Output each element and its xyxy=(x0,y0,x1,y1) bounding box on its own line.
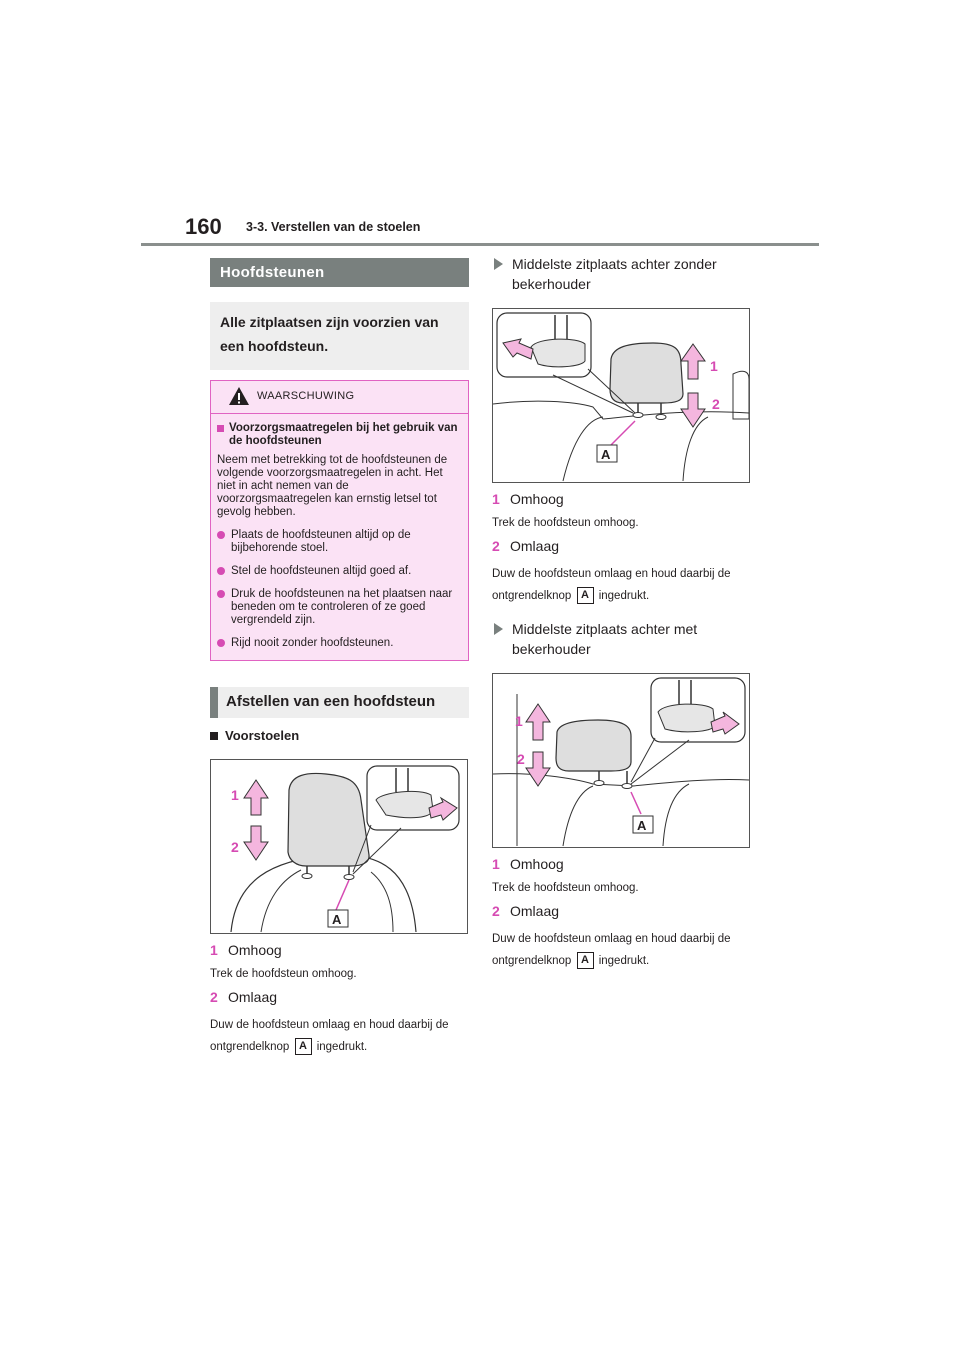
warning-header xyxy=(211,381,468,414)
step-desc-text: Duw de hoofdsteun omlaag en houd daarbij de ontgrendelknop xyxy=(492,933,731,967)
rear-holder-figure xyxy=(492,673,750,848)
rear-no-holder-heading xyxy=(492,254,750,294)
step-title: Omlaag xyxy=(510,903,560,919)
bullet-dot-icon xyxy=(217,567,225,575)
warning-bullet xyxy=(217,565,460,578)
step-number: 2 xyxy=(210,989,218,1005)
rear-holder-heading xyxy=(492,619,750,659)
step-title: Omhoog xyxy=(510,856,564,872)
bullet-text: Stel de hoofdsteunen altijd goed af. xyxy=(231,565,412,577)
label-release-button: A xyxy=(637,818,647,833)
step-number: 2 xyxy=(492,903,500,919)
release-button-key: A xyxy=(577,952,594,969)
front-seats-heading xyxy=(210,728,469,743)
bullet-text: Rijd nooit zonder hoofdsteunen. xyxy=(231,637,394,649)
front-step-2-desc xyxy=(210,1014,469,1058)
rear-holder-step-2-desc xyxy=(492,928,750,972)
warning-box xyxy=(210,380,469,661)
triangle-bullet-icon xyxy=(494,258,503,270)
square-bullet-icon xyxy=(210,732,218,740)
step-number: 1 xyxy=(492,491,500,507)
warning-bullet xyxy=(217,588,460,627)
front-step-1 xyxy=(210,942,469,958)
warning-bullet xyxy=(217,529,460,555)
warning-text: Neem met betrekking tot de hoofdsteunen de volgende voorzorgsmaatregelen in acht. Het niet in acht nemen van de voorzorgsmaatregelen kan ernstig letsel tot gevolg hebben. xyxy=(217,454,448,518)
rear-no-holder-step-2-desc xyxy=(492,563,750,607)
warning-subtitle xyxy=(217,422,460,448)
step-desc-text: Duw de hoofdsteun omlaag en houd daarbij de ontgrendelknop xyxy=(492,568,731,602)
chapter-title: 3-3. Verstellen van de stoelen xyxy=(246,220,421,234)
bullet-text: Plaats de hoofdsteunen altijd op de bijbehorende stoel. xyxy=(231,529,411,554)
warning-subtitle-text: Voorzorgsmaatregelen bij het gebruik van de hoofdsteunen xyxy=(229,422,458,447)
left-column xyxy=(210,258,469,1058)
step-desc-text: ingedrukt. xyxy=(598,590,650,602)
right-column xyxy=(492,254,750,972)
warning-bullet xyxy=(217,637,460,650)
release-button-key: A xyxy=(295,1038,312,1055)
intro-text: Alle zitplaatsen zijn voorzien van een hoofdsteun. xyxy=(210,302,469,370)
label-down: 2 xyxy=(231,839,239,855)
bullet-dot-icon xyxy=(217,590,225,598)
step-number: 1 xyxy=(492,856,500,872)
heading-text: Middelste zitplaats achter zonder bekerhouder xyxy=(512,256,717,292)
bullet-text: Druk de hoofdsteunen na het plaatsen naar beneden om te controleren of ze goed vergrendeld zijn. xyxy=(231,588,453,626)
label-up: 1 xyxy=(710,358,718,374)
page-number: 160 xyxy=(185,214,222,239)
rear-no-holder-illustration xyxy=(493,309,749,482)
section-title: Hoofdsteunen xyxy=(210,258,469,287)
warning-label: WAARSCHUWING xyxy=(257,390,355,402)
label-release-button: A xyxy=(332,912,342,927)
label-down: 2 xyxy=(517,751,525,767)
step-title: Omhoog xyxy=(228,942,282,958)
label-up: 1 xyxy=(515,713,523,729)
step-title: Omlaag xyxy=(510,538,560,554)
step-desc-text: ingedrukt. xyxy=(598,955,650,967)
front-step-1-desc: Trek de hoofdsteun omhoog. xyxy=(210,968,357,980)
square-bullet-icon xyxy=(217,425,224,432)
step-title: Omlaag xyxy=(228,989,278,1005)
bullet-dot-icon xyxy=(217,531,225,539)
rear-no-holder-step-1 xyxy=(492,491,750,507)
triangle-bullet-icon xyxy=(494,623,503,635)
warning-triangle-icon xyxy=(228,386,250,406)
step-desc-text: Duw de hoofdsteun omlaag en houd daarbij de ontgrendelknop xyxy=(210,1019,449,1053)
label-release-button: A xyxy=(601,447,611,462)
rear-holder-illustration xyxy=(493,674,749,847)
rear-holder-step-1-desc: Trek de hoofdsteun omhoog. xyxy=(492,882,639,894)
rear-holder-step-2 xyxy=(492,903,750,919)
label-up: 1 xyxy=(231,787,239,803)
front-step-2 xyxy=(210,989,469,1005)
rear-no-holder-step-2 xyxy=(492,538,750,554)
header-rule xyxy=(141,243,819,246)
release-button-key: A xyxy=(577,587,594,604)
rear-holder-step-1 xyxy=(492,856,750,872)
rear-no-holder-figure xyxy=(492,308,750,483)
bullet-dot-icon xyxy=(217,639,225,647)
rear-no-holder-step-1-desc: Trek de hoofdsteun omhoog. xyxy=(492,517,639,529)
step-number: 2 xyxy=(492,538,500,554)
step-number: 1 xyxy=(210,942,218,958)
heading-text: Middelste zitplaats achter met bekerhouder xyxy=(512,621,698,657)
front-headrest-figure xyxy=(210,759,468,934)
step-title: Omhoog xyxy=(510,491,564,507)
front-heading-text: Voorstoelen xyxy=(225,728,300,743)
adjust-title: Afstellen van een hoofdsteun xyxy=(210,687,469,718)
step-desc-text: ingedrukt. xyxy=(316,1041,368,1053)
label-down: 2 xyxy=(712,396,720,412)
front-headrest-illustration xyxy=(211,760,467,933)
